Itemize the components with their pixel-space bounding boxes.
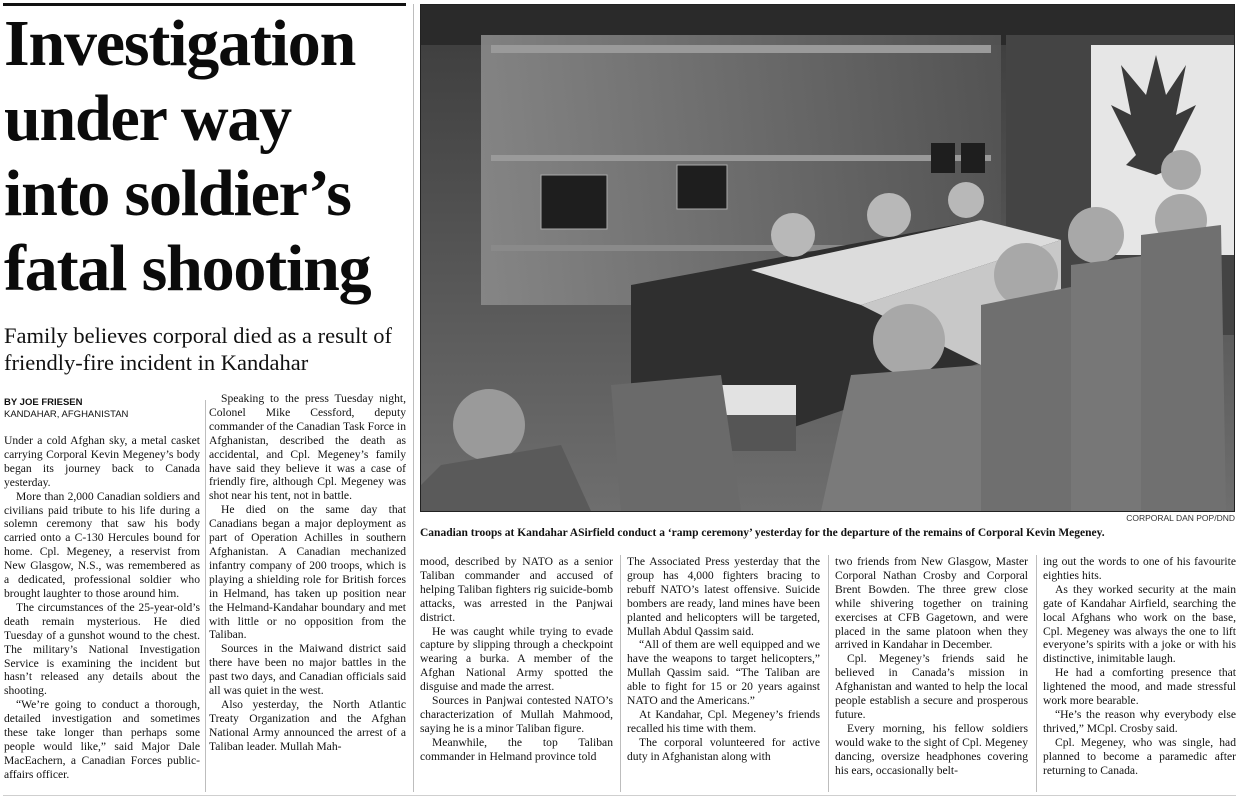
paragraph: Meanwhile, the top Taliban commander in Helmand province told <box>420 735 613 763</box>
body-column-4 <box>627 555 820 764</box>
column-rule <box>205 400 206 792</box>
paragraph: ing out the words to one of his favourite eighties hits. <box>1043 555 1236 582</box>
paragraph: The circumstances of the 25-year-old’s death remain mysterious. He died Tuesday of a gunshot wound to the chest. The military’s National Investigation Service is examining the incident but hasn’t released any details about the shooting. <box>4 600 200 698</box>
byline: BY JOE FRIESEN <box>4 397 83 408</box>
paragraph: Speaking to the press Tuesday night, Colonel Mike Cessford, deputy commander of the Canadian Task Force in Afghanistan, described the death as accidental, and Cpl. Megeney’s family have said they believe it was a case of friendly fire, although Cpl. Megeney was shot near his tent, not in battle. <box>209 392 406 503</box>
headline: Investigation under way into soldier’s fatal shooting <box>4 7 371 305</box>
paragraph: Sources in the Maiwand district said there have been no major battles in the past two days, and Canadian officials said all was quiet in the west. <box>209 642 406 698</box>
paragraph: He had a comforting presence that lightened the mood, and made stressful work more bearable. <box>1043 666 1236 708</box>
paragraph: More than 2,000 Canadian soldiers and civilians paid tribute to his life during a solemn ceremony that saw his body carried onto a C-130 Hercules bound for home. Cpl. Megeney, a reservist from New Glasgow, N.S., was remembered as a dedicated, professional soldier who brought laughter to those around him. <box>4 489 200 600</box>
paragraph: mood, described by NATO as a senior Taliban commander and accused of helping Taliban fighters rig suicide-bomb attacks, was arrested in the Panjwai district. <box>420 555 613 624</box>
paragraph: Sources in Panjwai contested NATO’s characterization of Mullah Mahmood, saying he is a minor Taliban figure. <box>420 694 613 735</box>
photo-caption: Canadian troops at Kandahar ASirfield conduct a ‘ramp ceremony’ yesterday for the departure of the remains of Corporal Kevin Megeney. <box>420 527 1105 539</box>
paragraph: Cpl. Megeney, who was single, had planned to become a paramedic after returning to Canada. <box>1043 735 1236 777</box>
paragraph: “All of them are well equipped and we have the weapons to target helicopters,” Mullah Qassim said. “The Taliban are able to fight for 15 or 20 years against NATO and the Americans.” <box>627 638 820 708</box>
paragraph: two friends from New Glasgow, Master Corporal Nathan Crosby and Corporal Brent Bowden. The three grew close while shivering together on training exercises at CFB Gagetown, and were placed in the same platoon when they arrived in Kandahar in December. <box>835 555 1028 652</box>
ramp-ceremony-photo <box>420 4 1235 512</box>
paragraph: Every morning, his fellow soldiers would wake to the sight of Cpl. Megeney dancing, oversize headphones covering his ears, occasionally belt- <box>835 721 1028 777</box>
paragraph: As they worked security at the main gate of Kandahar Airfield, searching the local Afghans who work on the base, Cpl. Megeney was always the one to lift everyone’s spirits with a joke or with his distinctive, inimitable laugh. <box>1043 582 1236 666</box>
paragraph: The Associated Press yesterday that the group has 4,000 fighters bracing to rebuff NATO’s latest offensive. Suicide bombers are ready, land mines have been planted and helicopters will be targeted, Mullah Abdul Qassim said. <box>627 555 820 638</box>
photo-credit: CORPORAL DAN POP/DND <box>1126 513 1235 523</box>
paragraph: Under a cold Afghan sky, a metal casket carrying Corporal Kevin Megeney’s body began its journey back to Canada yesterday. <box>4 434 200 489</box>
dateline: KANDAHAR, AFGHANISTAN <box>4 409 129 420</box>
paragraph: Also yesterday, the North Atlantic Treaty Organization and the Afghan National Army announced the arrest of a Taliban leader. Mullah Mah- <box>209 697 406 753</box>
byline-block <box>4 397 204 421</box>
paragraph: At Kandahar, Cpl. Megeney’s friends recalled his time with them. <box>627 707 820 735</box>
body-column-6 <box>1043 555 1236 778</box>
body-column-2 <box>209 392 406 754</box>
photo-illustration <box>421 5 1234 511</box>
column-rule <box>620 555 621 792</box>
body-column-3 <box>420 555 613 764</box>
paragraph: He was caught while trying to evade capture by slipping through a checkpoint wearing a burka. A member of the Afghan National Army spotted the disguise and made the arrest. <box>420 624 613 694</box>
body-column-1 <box>4 434 200 782</box>
bottom-rule <box>3 795 1236 796</box>
paragraph: “He’s the reason why everybody else thrived,” MCpl. Crosby said. <box>1043 707 1236 735</box>
paragraph: He died on the same day that Canadians began a major deployment as part of Operation Achilles in southern Afghanistan. A Canadian mechanized infantry company of 200 troops, which is playing a shielding role for British forces in Helmand, has taken up position near the Helmand-Kandahar boundary and met with little or no opposition from the Taliban. <box>209 503 406 642</box>
column-rule <box>828 555 829 792</box>
column-rule <box>413 4 414 792</box>
body-column-5 <box>835 555 1028 778</box>
column-rule <box>1036 555 1037 792</box>
paragraph: “We’re going to conduct a thorough, detailed investigation and sometimes these take longer than perhaps some people would like,” said Major Dale MacEachern, a Canadian Forces public-affairs officer. <box>4 698 200 781</box>
paragraph: Cpl. Megeney’s friends said he believed in Canada’s mission in Afghanistan and wanted to help the local people establish a secure and prosperous future. <box>835 652 1028 721</box>
paragraph: The corporal volunteered for active duty in Afghanistan along with <box>627 735 820 763</box>
deck: Family believes corporal died as a result of friendly-fire incident in Kandahar <box>4 323 393 375</box>
